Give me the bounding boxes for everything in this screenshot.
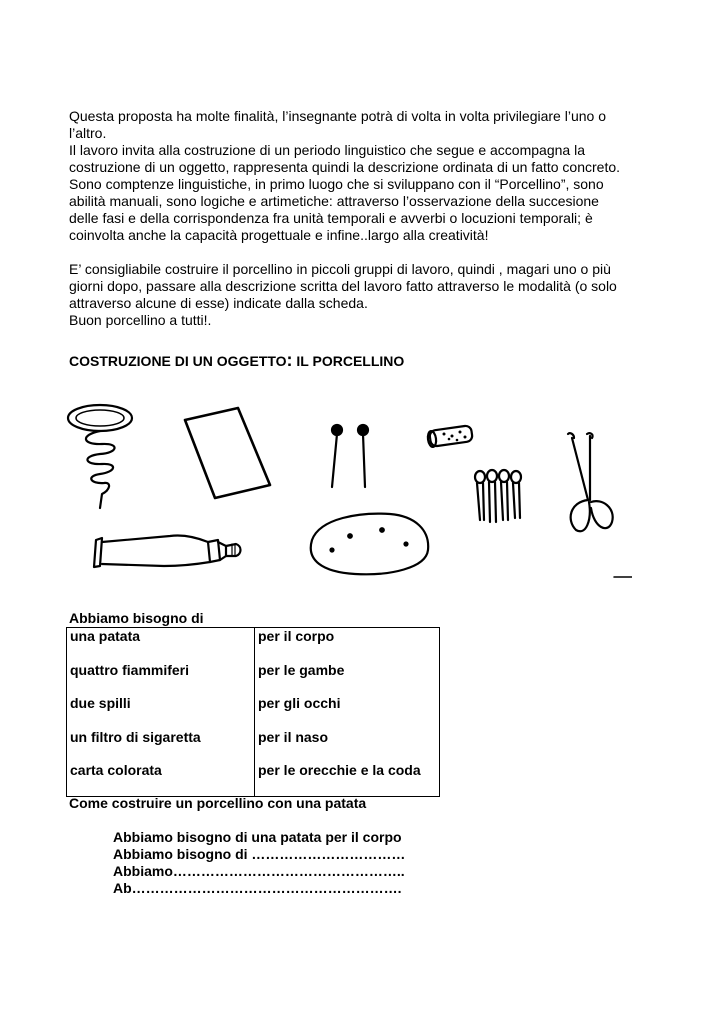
heading-part1: COSTRUZIONE DI UN OGGETTO: [69, 353, 287, 369]
material-item: carta colorata: [67, 762, 255, 796]
intro-line: giorni dopo, passare alla descrizione scritta del lavoro fatto attraverso le modalità (o solo: [69, 278, 617, 294]
needs-title: Abbiamo bisogno di: [69, 610, 204, 626]
how-to-title: Come costruire un porcellino con una patata: [69, 795, 367, 811]
intro-line: E’ consigliabile costruire il porcellino in piccoli gruppi di lavoro, quindi , magari uno o più: [69, 261, 611, 277]
intro-line: Questa proposta ha molte finalità, l’insegnante potrà di volta in volta privilegiare l’uno o: [69, 108, 606, 124]
intro-line: costruzione di un oggetto, rappresenta quindi la descrizione ordinata di un fatto concreto.: [69, 159, 621, 175]
table-row: [67, 762, 440, 796]
heading-part2: IL PORCELLINO: [292, 353, 405, 369]
intro-line: attraverso alcune di esse) indicate dalla scheda.: [69, 295, 368, 311]
material-use: per le orecchie e la coda: [258, 762, 421, 778]
intro-line: Il lavoro invita alla costruzione di un periodo linguistico che segue e accompagna la: [69, 142, 585, 158]
table-row: [67, 628, 440, 662]
intro-line: Sono comptenze linguistiche, in primo luogo che si sviluppano con il “Porcellino”, sono: [69, 176, 604, 192]
materials-illustration: [60, 390, 632, 580]
glue-tube-drawing: [94, 535, 241, 567]
heading-colon: :: [286, 350, 293, 370]
matches-drawing: [475, 470, 521, 522]
exercise-line: Abbiamo bisogno di una patata per il corpo: [113, 829, 402, 845]
paper-sheet-drawing: [185, 408, 270, 498]
table-row: [67, 695, 440, 729]
intro-line: coinvolta anche la capacità progettuale e infine..largo alla creatività!: [69, 227, 489, 243]
intro-text: [69, 108, 659, 329]
material-use: per gli occhi: [258, 695, 341, 711]
material-item: un filtro di sigaretta: [67, 729, 255, 763]
material-use: per il corpo: [258, 628, 335, 644]
table-row: [67, 729, 440, 763]
cigarette-filter-drawing: [427, 425, 473, 447]
exercise-line: Abbiamo bisogno di ……………………………: [113, 846, 406, 862]
pins-drawing: [332, 425, 368, 487]
material-item: una patata: [67, 628, 255, 662]
material-use: per le gambe: [258, 661, 345, 678]
paragraph-gap: [69, 244, 659, 261]
material-use: per il naso: [258, 728, 329, 745]
intro-line: abilità manuali, sono logiche e artimetiche: attraverso l’osservazione della succesione: [69, 193, 599, 209]
spring-toy-drawing: [68, 405, 132, 508]
potato-drawing: [311, 514, 428, 575]
exercise-line: Abbiamo…………………………………………..: [113, 863, 405, 879]
scissors-drawing: [568, 433, 613, 531]
materials-table: [66, 627, 440, 797]
exercise-line: Ab………………………………………………….: [113, 880, 402, 896]
intro-line: Buon porcellino a tutti!.: [69, 312, 212, 328]
table-row: [67, 662, 440, 696]
intro-line: l’altro.: [69, 125, 107, 141]
intro-line: delle fasi e della corrispondenza fra unità temporali e avverbi o locuzioni temporali; è: [69, 210, 593, 226]
section-heading: [69, 350, 404, 371]
material-item: quattro fiammiferi: [67, 662, 255, 696]
exercise-lines: [113, 829, 405, 897]
material-item: due spilli: [67, 695, 255, 729]
